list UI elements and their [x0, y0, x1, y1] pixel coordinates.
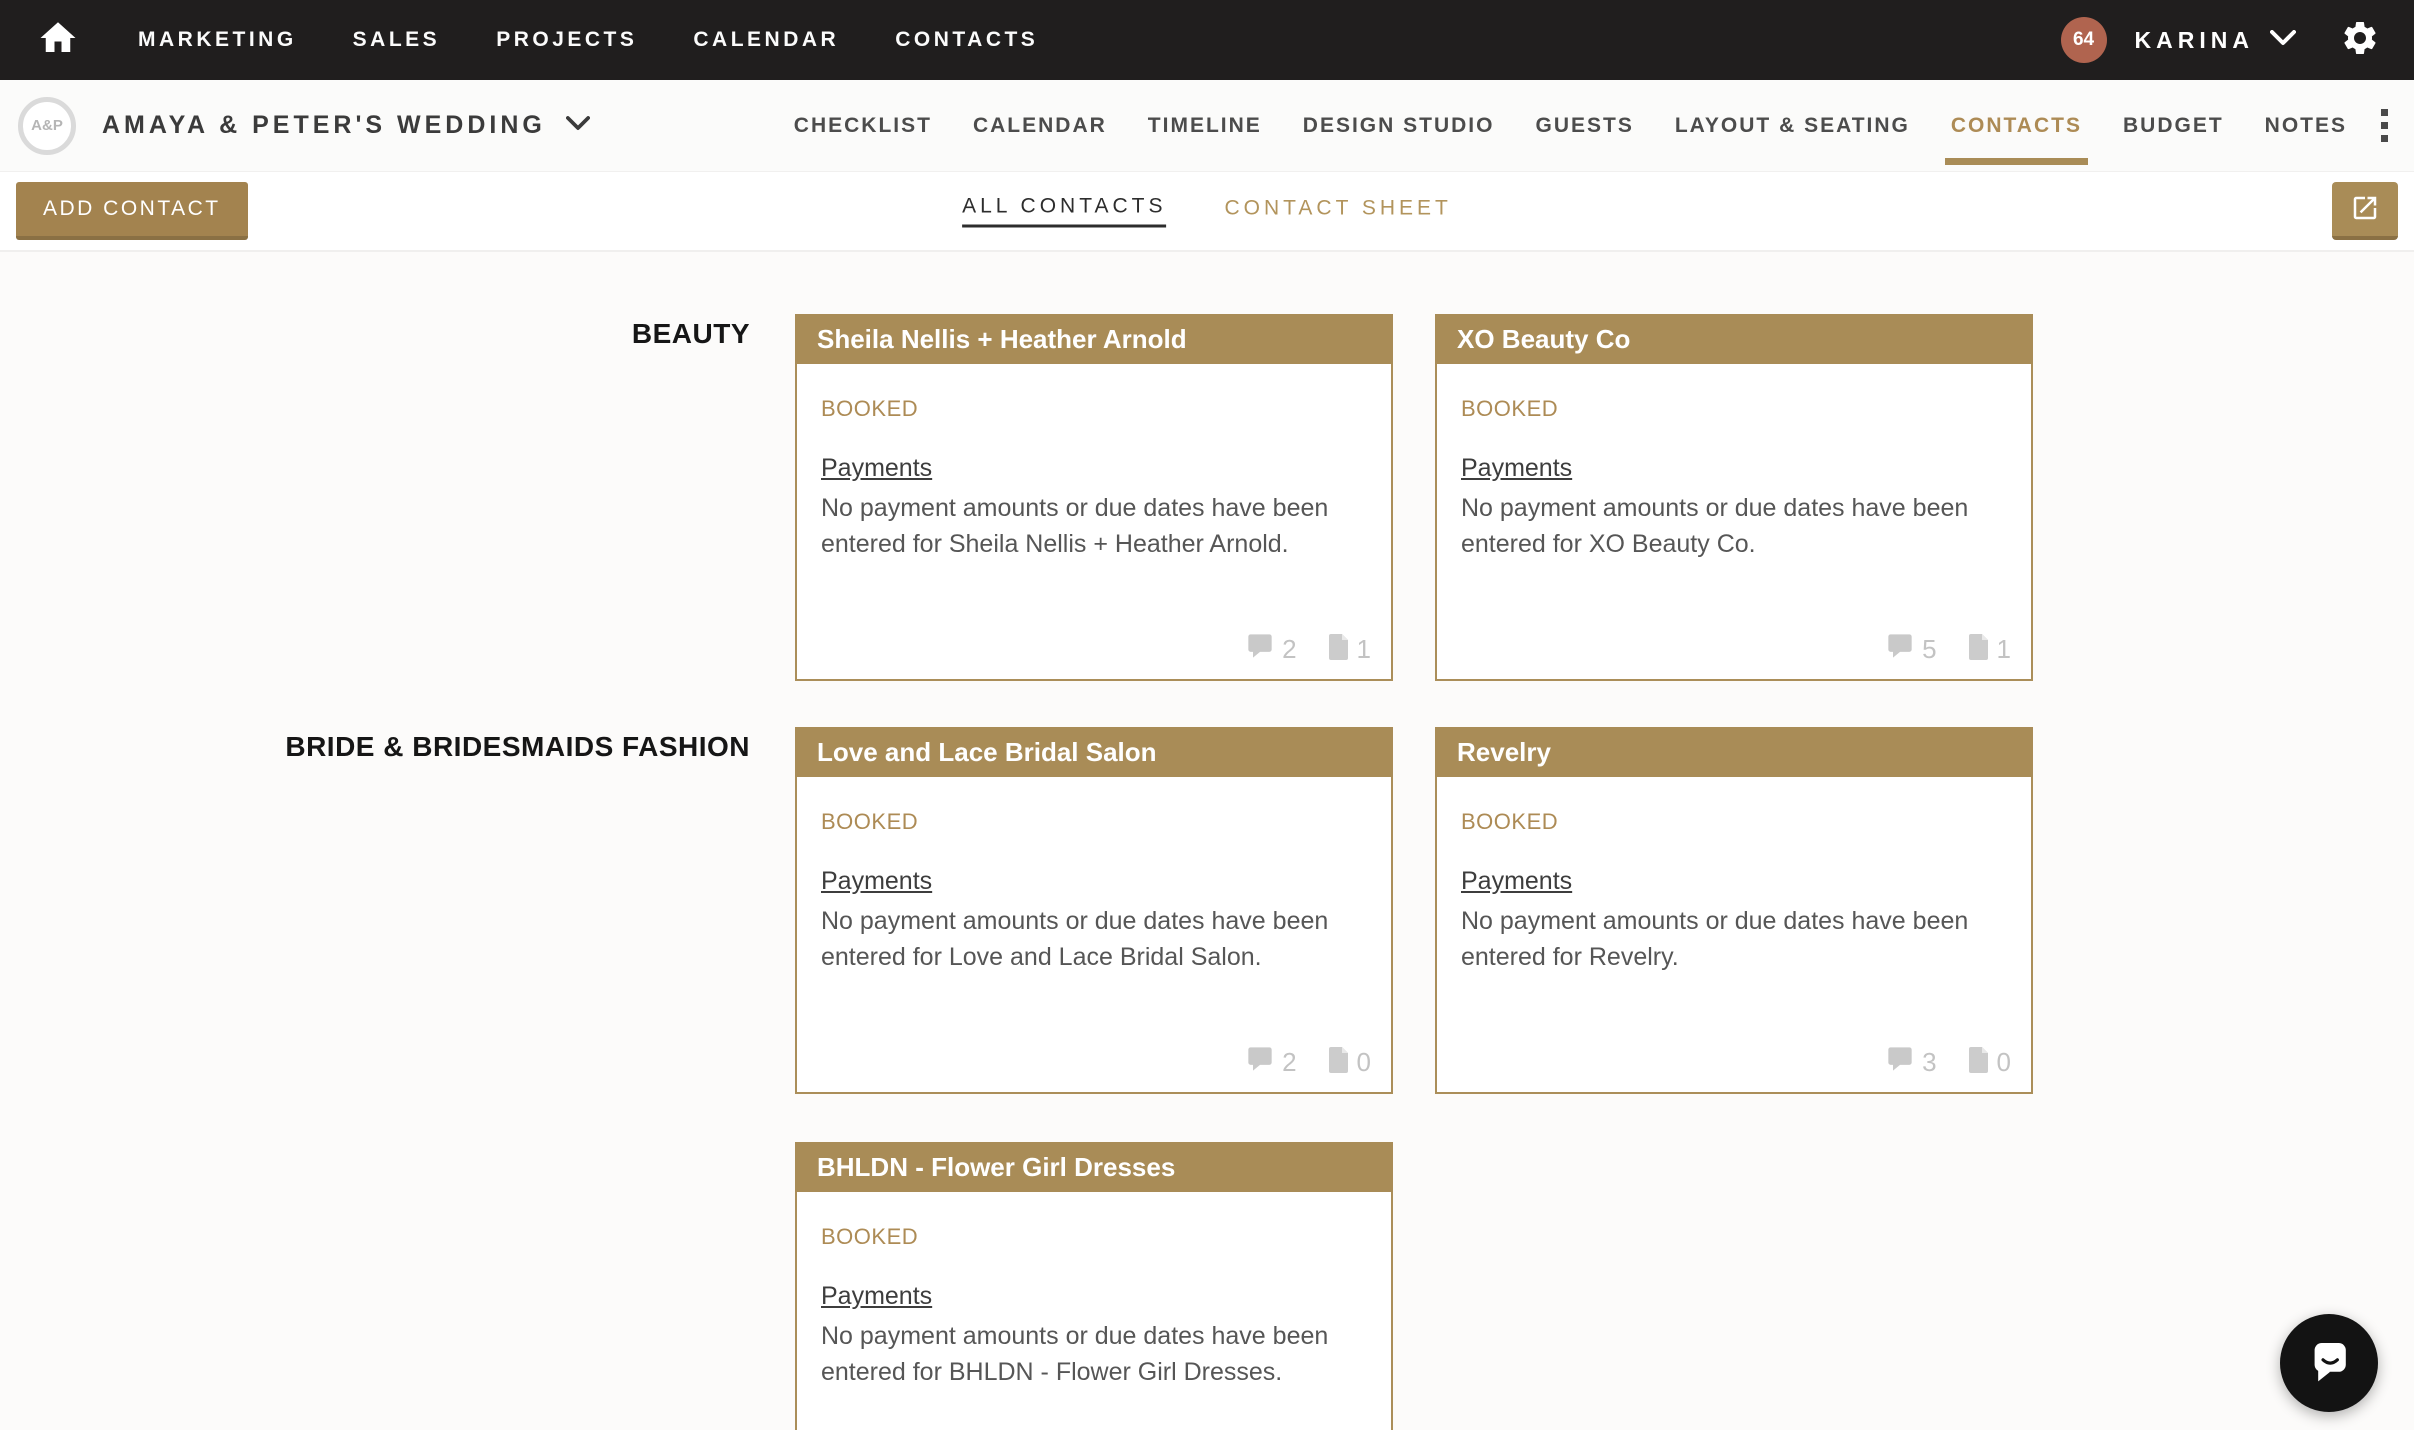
payments-link[interactable]: Payments: [821, 867, 933, 895]
topnav-item-projects[interactable]: PROJECTS: [496, 28, 638, 51]
chat-bubble-icon: [2305, 1337, 2353, 1390]
home-button[interactable]: [34, 17, 82, 64]
documents-count-value: 1: [1356, 634, 1371, 664]
documents-count[interactable]: [1327, 1045, 1371, 1080]
contact-card-body: [1437, 364, 2031, 584]
section-title: BRIDE & BRIDESMAIDS FASHION: [285, 731, 750, 762]
contact-section: [0, 314, 2414, 681]
tab-notes[interactable]: NOTES: [2264, 113, 2347, 137]
project-tabs: [794, 80, 2347, 171]
payments-empty-text: No payment amounts or due dates have been entered for Sheila Nellis + Heather Arnold.: [821, 494, 1329, 558]
kebab-dot: [2381, 135, 2388, 142]
tab-checklist[interactable]: CHECKLIST: [793, 113, 932, 137]
documents-count[interactable]: [1967, 632, 2011, 667]
notification-badge[interactable]: 64: [2061, 17, 2107, 63]
comment-bubble-icon: [1244, 1045, 1276, 1080]
comment-bubble-icon: [1244, 632, 1276, 667]
status-badge: BOOKED: [821, 396, 919, 421]
section-title: BEAUTY: [631, 318, 750, 349]
comment-bubble-icon: [1884, 1045, 1916, 1080]
topnav-item-calendar[interactable]: CALENDAR: [693, 28, 840, 51]
contact-card-body: [797, 777, 1391, 997]
contacts-toolbar: [0, 172, 2414, 252]
comments-count-value: 3: [1922, 1047, 1937, 1077]
status-badge: BOOKED: [1461, 809, 1559, 834]
chat-launcher-button[interactable]: [2280, 1314, 2378, 1412]
tab-calendar[interactable]: CALENDAR: [972, 113, 1107, 137]
top-navigation-bar: [0, 0, 2414, 80]
kebab-dot: [2381, 109, 2388, 116]
contact-card-body: [797, 364, 1391, 584]
export-icon: [2350, 193, 2380, 226]
tab-timeline[interactable]: TIMELINE: [1147, 113, 1262, 137]
contacts-sections: [0, 252, 2414, 1430]
comments-count-value: 2: [1282, 634, 1297, 664]
documents-count-value: 1: [1996, 634, 2011, 664]
topnav-item-contacts[interactable]: CONTACTS: [895, 28, 1039, 51]
payments-empty-text: No payment amounts or due dates have been entered for Love and Lace Bridal Salon.: [821, 907, 1329, 971]
payments-empty-text: No payment amounts or due dates have been entered for BHLDN - Flower Girl Dresses.: [821, 1322, 1329, 1386]
tab-budget[interactable]: BUDGET: [2122, 113, 2224, 137]
payments-link[interactable]: Payments: [1461, 867, 1573, 895]
user-menu[interactable]: [2135, 27, 2296, 54]
documents-count-value: 0: [1356, 1047, 1371, 1077]
status-badge: BOOKED: [1461, 396, 1559, 421]
comments-count[interactable]: [1884, 1045, 1936, 1080]
document-icon: [1967, 632, 1991, 667]
contact-card[interactable]: [795, 314, 1393, 681]
comments-count[interactable]: [1244, 632, 1296, 667]
user-name: KARINA: [2134, 26, 2254, 53]
section-cards: [795, 727, 2035, 1430]
comments-count[interactable]: [1244, 1045, 1296, 1080]
payments-empty-text: No payment amounts or due dates have been entered for Revelry.: [1461, 907, 1969, 971]
view-switch: [962, 195, 1452, 228]
document-icon: [1967, 1045, 1991, 1080]
contact-card-title[interactable]: Revelry: [1435, 727, 2033, 777]
contact-card[interactable]: [795, 1142, 1393, 1430]
contact-card-title[interactable]: Sheila Nellis + Heather Arnold: [795, 314, 1393, 364]
contact-card-body: [1437, 777, 2031, 997]
project-bar: [0, 80, 2414, 172]
topbar-right: [2061, 17, 2380, 63]
contact-card[interactable]: [1435, 314, 2033, 681]
add-contact-button[interactable]: ADD CONTACT: [16, 182, 248, 240]
overflow-menu-button[interactable]: [2373, 99, 2396, 152]
chevron-down-icon: [566, 116, 590, 136]
payments-empty-text: No payment amounts or due dates have been entered for XO Beauty Co.: [1461, 494, 1969, 558]
document-icon: [1327, 1045, 1351, 1080]
payments-link[interactable]: Payments: [1461, 454, 1573, 482]
contact-card-title[interactable]: BHLDN - Flower Girl Dresses: [795, 1142, 1393, 1192]
comments-count-value: 5: [1922, 634, 1937, 664]
chevron-down-icon: [2270, 30, 2296, 51]
comment-bubble-icon: [1884, 632, 1916, 667]
contact-section: [0, 727, 2414, 1430]
tab-design-studio[interactable]: DESIGN STUDIO: [1302, 113, 1495, 137]
comments-count[interactable]: [1884, 632, 1936, 667]
project-avatar[interactable]: A&P: [18, 97, 76, 155]
kebab-dot: [2381, 122, 2388, 129]
tab-contacts[interactable]: CONTACTS: [1951, 80, 2082, 171]
project-name: AMAYA & PETER'S WEDDING: [102, 111, 546, 139]
status-badge: BOOKED: [821, 1224, 919, 1249]
comments-count-value: 2: [1282, 1047, 1297, 1077]
documents-count[interactable]: [1327, 632, 1371, 667]
project-selector[interactable]: [102, 111, 590, 140]
card-footer: [1244, 1045, 1371, 1080]
payments-link[interactable]: Payments: [821, 1282, 933, 1310]
export-button[interactable]: [2332, 182, 2398, 240]
card-footer: [1244, 632, 1371, 667]
contact-card-body: [797, 1192, 1391, 1412]
card-footer: [1884, 632, 2011, 667]
documents-count-value: 0: [1996, 1047, 2011, 1077]
document-icon: [1327, 632, 1351, 667]
tab-guests[interactable]: GUESTS: [1535, 113, 1634, 137]
tab-layout-seating[interactable]: LAYOUT & SEATING: [1674, 113, 1910, 137]
status-badge: BOOKED: [821, 809, 919, 834]
documents-count[interactable]: [1967, 1045, 2011, 1080]
topnav-item-marketing[interactable]: MARKETING: [138, 28, 297, 51]
topnav-items: [138, 28, 1038, 52]
card-footer: [1884, 1045, 2011, 1080]
contact-card-title[interactable]: XO Beauty Co: [1435, 314, 2033, 364]
section-cards: [795, 314, 2035, 681]
home-icon: [37, 17, 79, 64]
view-contact-sheet[interactable]: CONTACT SHEET: [1224, 196, 1452, 219]
contact-card[interactable]: [795, 727, 1393, 1094]
payments-link[interactable]: Payments: [821, 454, 933, 482]
settings-button[interactable]: [2340, 18, 2380, 63]
contact-card-title[interactable]: Love and Lace Bridal Salon: [795, 727, 1393, 777]
gear-icon: [2340, 18, 2380, 63]
topnav-item-sales[interactable]: SALES: [352, 28, 441, 51]
view-all-contacts[interactable]: ALL CONTACTS: [962, 195, 1166, 228]
contact-card[interactable]: [1435, 727, 2033, 1094]
